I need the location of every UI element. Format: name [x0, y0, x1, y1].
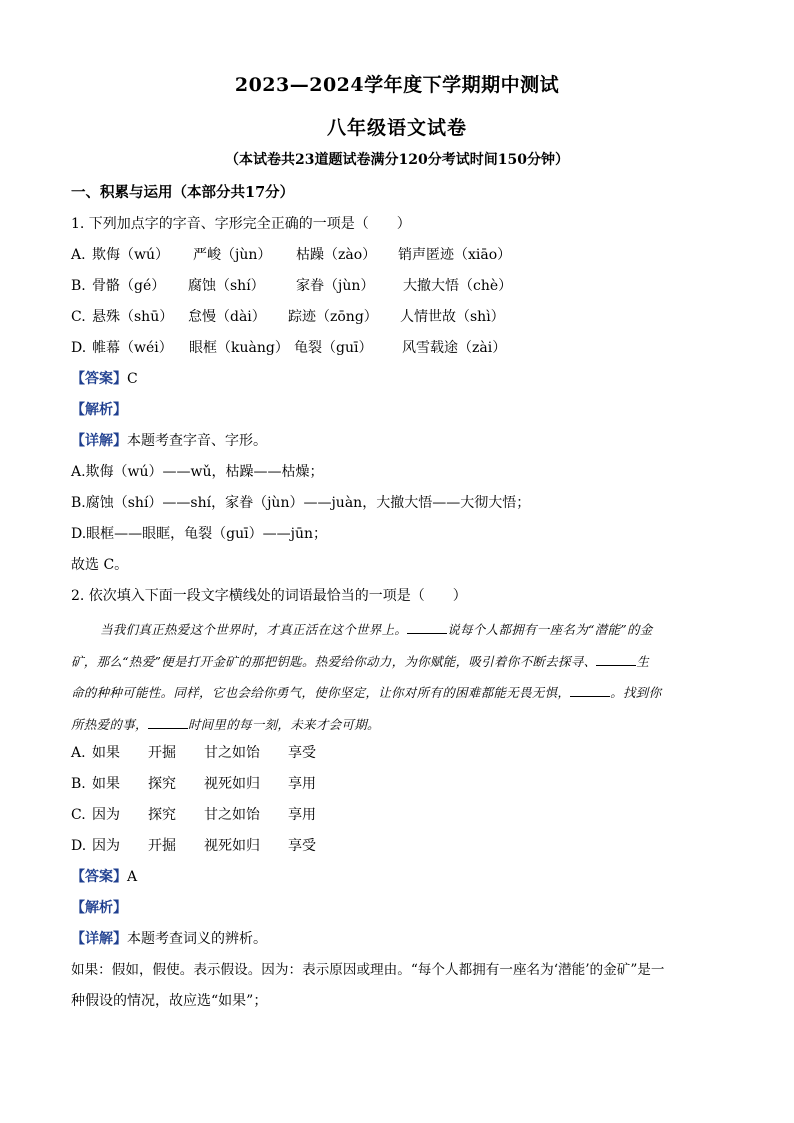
q1-answer [71, 369, 138, 389]
option-letter: A. [71, 745, 86, 761]
q1-option-d [71, 338, 507, 358]
q2-option-a [71, 743, 316, 763]
exam-title: 2023—2024学年度下学期期中测试 [234, 74, 560, 96]
passage-text: 命的种种可能性。同样，它也会给你勇气，使你坚定，让你对所有的困难都能无畏无惧， [71, 685, 571, 700]
exam-note: （本试卷共23道题试卷满分120分考试时间150分钟） [225, 152, 569, 168]
option-word-4: 享用 [288, 807, 316, 823]
question-2-stem: 2. 依次填入下面一段文字横线处的词语最恰当的一项是（ ） [71, 588, 467, 604]
option-word-3: 家眷（jùn） [296, 278, 375, 294]
option-word-3: 甘之如饴 [204, 745, 260, 761]
option-word-3: 甘之如饴 [204, 807, 260, 823]
q1-explain-line: D.眼框——眼眶，龟裂（guī）——jūn； [71, 526, 328, 542]
q1-explain-line: 故选 C。 [71, 557, 129, 573]
option-word-2: 眼框（kuàng） [189, 340, 289, 356]
option-word-4: 享用 [288, 776, 316, 792]
fill-blank [148, 716, 188, 729]
fill-blank [570, 684, 610, 697]
option-word-2: 开掘 [148, 745, 176, 761]
q1-explain-line: B.腐蚀（shí）——shí，家眷（jùn）——juàn，大撤大悟——大彻大悟； [71, 495, 531, 511]
option-word-4: 人情世故（shì） [400, 309, 505, 325]
option-letter: D. [71, 340, 87, 356]
option-word-1: 骨骼（gé） [92, 278, 166, 294]
passage-line [71, 646, 719, 678]
q1-option-c [71, 307, 505, 327]
option-word-3: 视死如归 [204, 838, 260, 854]
option-letter: B. [71, 278, 86, 294]
option-word-3: 龟裂（guī） [294, 340, 373, 356]
option-word-1: 悬殊（shū） [92, 309, 174, 325]
fill-blank [596, 653, 636, 666]
passage-text: 说每个人都拥有一座名为“潜能”的金 [447, 622, 653, 637]
fill-blank [407, 621, 447, 634]
option-word-1: 因为 [92, 807, 120, 823]
q2-option-c [71, 805, 316, 825]
passage-line [71, 709, 719, 741]
option-word-1: 如果 [92, 745, 120, 761]
q2-detail [71, 929, 267, 949]
exam-subtitle: 八年级语文试卷 [326, 117, 467, 139]
option-letter: A. [71, 247, 86, 263]
answer-tag: 【答案】 [71, 371, 127, 387]
q1-option-b [71, 276, 513, 296]
option-letter: D. [71, 838, 87, 854]
question-1-stem: 1. 下列加点字的字音、字形完全正确的一项是（ ） [71, 216, 411, 232]
reading-passage [71, 614, 719, 740]
q2-explain-line: 种假设的情况，故应选“如果”； [71, 993, 268, 1009]
option-word-2: 怠慢（dài） [188, 309, 266, 325]
option-word-4: 大撤大悟（chè） [403, 278, 513, 294]
option-word-1: 欺侮（wú） [92, 247, 169, 263]
q2-explain-line: 如果：假如，假使。表示假设。因为：表示原因或理由。“每个人都拥有一座名为‘潜能’的金矿”是一 [71, 962, 665, 978]
option-word-3: 视死如归 [204, 776, 260, 792]
option-word-4: 享受 [288, 838, 316, 854]
option-word-2: 严峻（jùn） [193, 247, 272, 263]
passage-text: 时间里的每一刻，未来才会可期。 [187, 716, 380, 732]
option-word-4: 风雪载途（zài） [402, 340, 507, 356]
q1-explain-line: A.欺侮（wú）——wǔ，枯躁——枯燥； [71, 464, 324, 480]
detail-text: 本题考查字音、字形。 [127, 433, 267, 449]
option-word-4: 销声匿迹（xiāo） [398, 247, 512, 263]
option-word-3: 踪迹（zōng） [288, 309, 378, 325]
option-word-2: 探究 [148, 807, 176, 823]
answer-value: A [127, 869, 138, 885]
detail-text: 本题考查词义的辨析。 [127, 931, 267, 947]
detail-tag: 【详解】 [71, 433, 127, 449]
passage-text: 当我们真正热爱这个世界时，才真正活在这个世界上。 [100, 622, 408, 637]
passage-text: 生 [636, 653, 650, 669]
option-word-1: 如果 [92, 776, 120, 792]
option-word-1: 因为 [92, 838, 120, 854]
passage-line [71, 677, 719, 709]
detail-tag: 【详解】 [71, 931, 127, 947]
option-letter: B. [71, 776, 86, 792]
option-word-3: 枯躁（zào） [296, 247, 377, 263]
q2-option-b [71, 774, 316, 794]
q2-option-d [71, 836, 316, 856]
q2-analysis [71, 898, 127, 918]
option-word-4: 享受 [288, 745, 316, 761]
q1-analysis [71, 400, 127, 420]
option-word-2: 腐蚀（shí） [188, 278, 265, 294]
q2-answer [71, 867, 137, 887]
analysis-tag: 【解析】 [71, 900, 127, 916]
passage-text: 。找到你 [610, 685, 662, 700]
section-heading: 一、积累与运用（本部分共17分） [71, 184, 295, 201]
analysis-tag: 【解析】 [71, 402, 127, 418]
option-word-1: 帷幕（wéi） [92, 340, 173, 356]
option-word-2: 开掘 [148, 838, 176, 854]
option-word-2: 探究 [148, 776, 176, 792]
q1-option-a [71, 245, 512, 265]
q1-detail [71, 431, 267, 451]
option-letter: C. [71, 807, 86, 823]
option-letter: C. [71, 309, 86, 325]
answer-tag: 【答案】 [71, 869, 127, 885]
passage-text: 所热爱的事， [71, 716, 148, 732]
passage-text: 矿，那么“热爱”便是打开金矿的那把钥匙。热爱给你动力，为你赋能，吸引着你不断去探寻、 [71, 653, 597, 669]
passage-line [71, 614, 719, 646]
answer-value: C [127, 371, 138, 387]
